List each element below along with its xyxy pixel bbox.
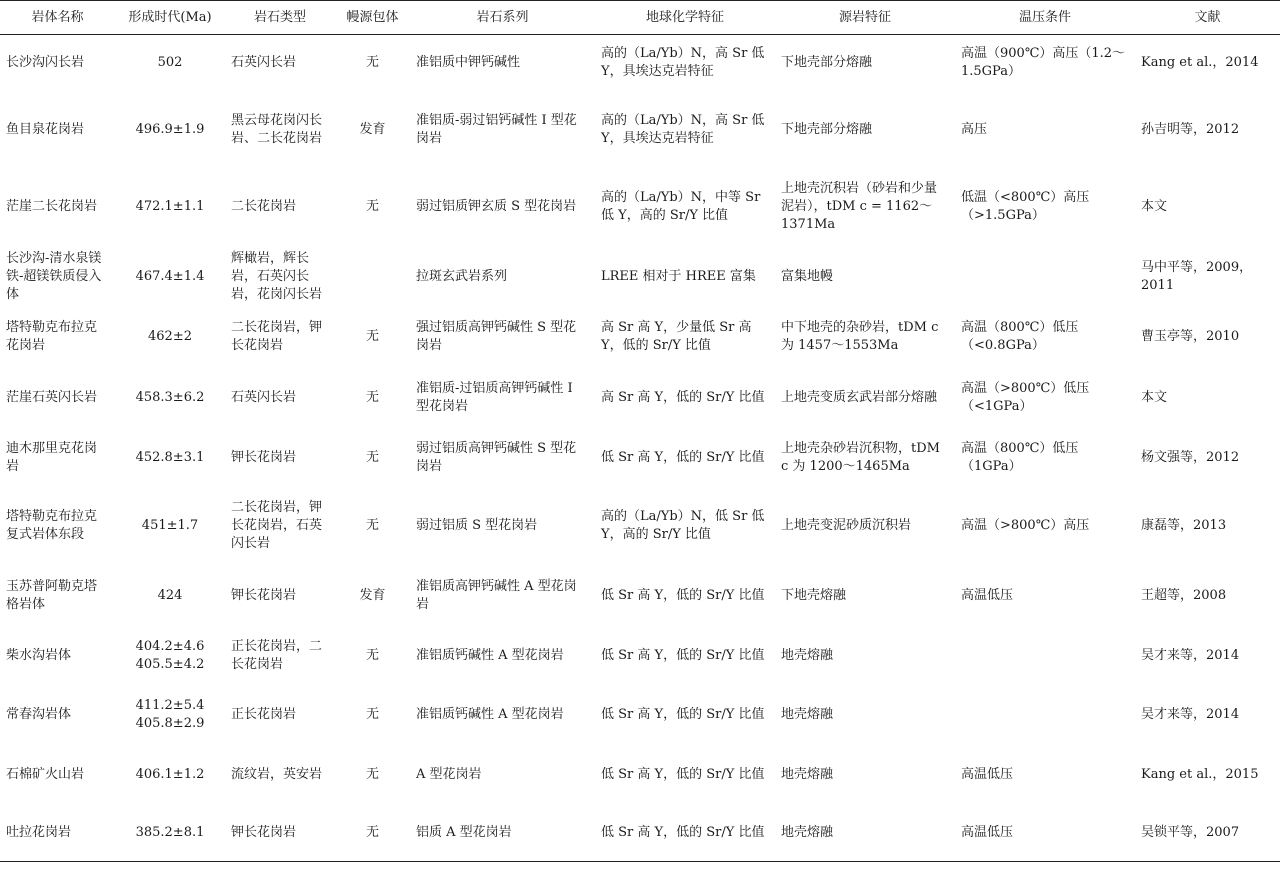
cell-ref: 王超等，2008 (1141, 587, 1227, 603)
cell-rock: 黑云母花岗闪长岩、二长花岗岩 (231, 113, 323, 146)
table-row (0, 246, 1280, 308)
cell-source: 上地壳变质玄武岩部分熔融 (781, 389, 938, 405)
col-header: 形成时代(Ma) (115, 1, 225, 35)
cell-mantle: 无 (365, 55, 379, 71)
cell-rock: 钾长花岗岩 (225, 805, 335, 862)
cell-name: 迪木那里克花岗岩 (6, 441, 98, 474)
cell-source: 上地壳杂砂岩沉积物，tDM c 为 1200～1465Ma (781, 441, 940, 474)
cell-name: 茫崖石英闪长岩 (6, 389, 98, 405)
table-row (0, 565, 1280, 627)
table-row (0, 488, 1280, 565)
cell-rock: 二长花岗岩，钾长花岗岩，石英闪长岩 (231, 500, 323, 551)
cell-age: 502 (157, 55, 183, 71)
cell-tp: 高温低压 (961, 766, 1014, 782)
cell-age: 406.1±1.2 (135, 766, 205, 782)
cell-age: 411.2±5.4 405.8±2.9 (135, 697, 205, 731)
cell-mantle: 无 (365, 647, 379, 663)
cell-ref: 杨文强等，2012 (1141, 450, 1240, 465)
col-header: 文献 (1135, 1, 1280, 35)
table-row (0, 92, 1280, 169)
cell-mantle: 发育 (359, 122, 386, 137)
table-row (0, 685, 1280, 745)
cell-tp (955, 685, 1135, 745)
cell-series: 弱过铝质钾玄质 S 型花岗岩 (416, 199, 577, 214)
cell-series: 弱过铝质高钾钙碱性 S 型花岗岩 (416, 441, 577, 474)
cell-rock: 辉橄岩，辉长岩，石英闪长岩，花岗闪长岩 (231, 250, 323, 302)
cell-mantle (335, 246, 410, 308)
cell-rock: 钾长花岗岩 (231, 587, 297, 603)
cell-name: 塔特勒克布拉克复式岩体东段 (6, 509, 98, 542)
cell-series: 准铝质中钾钙碱性 (416, 55, 521, 71)
cell-rock: 二长花岗岩 (231, 199, 297, 214)
header-row (0, 1, 1280, 35)
cell-source: 下地壳熔融 (781, 587, 847, 603)
cell-ref: 吴才来等，2014 (1141, 647, 1240, 663)
cell-age: 472.1±1.1 (135, 199, 205, 214)
cell-geochem: 高的（La/Yb）N，低 Sr 低 Y，高的 Sr/Y 比值 (601, 509, 765, 542)
cell-series: A 型花岗岩 (416, 766, 482, 782)
col-header: 地球化学特征 (595, 1, 775, 35)
col-header: 幔源包体 (335, 1, 410, 35)
cell-rock: 石英闪长岩 (231, 55, 297, 71)
cell-series: 准铝质-弱过铝钙碱性 I 型花岗岩 (416, 113, 577, 146)
cell-series: 准铝质高钾钙碱性 A 型花岗岩 (416, 578, 577, 612)
col-header: 温压条件 (955, 1, 1135, 35)
cell-series: 准铝质-过铝质高钾钙碱性 I 型花岗岩 (416, 380, 573, 414)
cell-source: 中下地壳的杂砂岩，tDM c 为 1457～1553Ma (781, 320, 939, 353)
col-header: 源岩特征 (775, 1, 955, 35)
cell-rock: 石英闪长岩 (231, 389, 297, 405)
cell-rock: 钾长花岗岩 (231, 450, 297, 465)
cell-name: 石棉矿火山岩 (6, 766, 85, 782)
table-row (0, 169, 1280, 246)
cell-geochem: LREE 相对于 HREE 富集 (601, 268, 756, 284)
cell-source: 下地壳部分熔融 (781, 55, 873, 71)
cell-tp: 高温（800℃）低压（1GPa） (961, 441, 1079, 474)
table-row (0, 805, 1280, 862)
cell-rock: 流纹岩，英安岩 (231, 766, 323, 782)
cell-source: 富集地幔 (781, 268, 834, 284)
cell-ref: 马中平等，2009，2011 (1141, 259, 1253, 293)
cell-ref: 康磊等，2013 (1141, 518, 1227, 533)
cell-geochem: 低 Sr 高 Y，低的 Sr/Y 比值 (601, 587, 765, 603)
col-header: 岩体名称 (0, 1, 115, 35)
table-row (0, 627, 1280, 685)
cell-tp: 高压 (961, 122, 988, 137)
cell-age: 451±1.7 (141, 518, 199, 533)
cell-source: 地壳熔融 (775, 805, 955, 862)
cell-ref: 本文 (1141, 199, 1168, 214)
cell-ref: 吴才来等，2014 (1141, 706, 1240, 722)
cell-source: 地壳熔融 (781, 706, 834, 722)
table-row (0, 429, 1280, 488)
cell-mantle: 无 (365, 329, 379, 344)
cell-age: 452.8±3.1 (135, 450, 205, 465)
cell-tp: 高温低压 (961, 587, 1014, 603)
cell-mantle: 无 (365, 389, 379, 405)
cell-source: 下地壳部分熔融 (781, 122, 873, 137)
cell-tp (955, 246, 1135, 308)
cell-tp: 高温（800℃）低压（<0.8GPa） (961, 320, 1079, 353)
cell-age: 385.2±8.1 (115, 805, 225, 862)
cell-geochem: 高 Sr 高 Y，低的 Sr/Y 比值 (601, 389, 765, 405)
cell-age: 404.2±4.6 405.5±4.2 (135, 638, 205, 672)
cell-geochem: 高的（La/Yb）N，中等 Sr 低 Y，高的 Sr/Y 比值 (601, 190, 761, 223)
table-row (0, 745, 1280, 805)
cell-age: 458.3±6.2 (135, 389, 205, 405)
cell-geochem: 高的（La/Yb）N，高 Sr 低 Y，具埃达克岩特征 (601, 46, 765, 80)
cell-tp: 低温（<800℃）高压（>1.5GPa） (961, 190, 1090, 223)
cell-name: 常春沟岩体 (6, 706, 72, 722)
cell-ref: 本文 (1141, 389, 1168, 405)
cell-ref: Kang et al.，2014 (1141, 55, 1259, 71)
cell-geochem: 高 Sr 高 Y，少量低 Sr 高 Y，低的 Sr/Y 比值 (601, 320, 752, 353)
cell-age: 467.4±1.4 (135, 268, 205, 284)
cell-ref: 孙吉明等，2012 (1141, 122, 1240, 137)
table-row (0, 35, 1280, 92)
cell-series: 拉斑玄武岩系列 (416, 268, 508, 284)
cell-series: 弱过铝质 S 型花岗岩 (416, 518, 538, 533)
cell-geochem: 低 Sr 高 Y，低的 Sr/Y 比值 (595, 805, 775, 862)
cell-mantle: 无 (365, 450, 379, 465)
cell-series: 准铝质钙碱性 A 型花岗岩 (416, 647, 564, 663)
cell-name: 玉苏普阿勒克塔格岩体 (6, 578, 98, 612)
cell-mantle: 无 (335, 805, 410, 862)
cell-rock: 二长花岗岩，钾长花岗岩 (231, 320, 323, 353)
cell-tp: 高温（>800℃）低压（<1GPa） (961, 380, 1090, 414)
cell-source: 上地壳变泥砂质沉积岩 (781, 518, 912, 533)
table-row (0, 367, 1280, 429)
cell-name: 柴水沟岩体 (6, 647, 72, 663)
cell-geochem: 高的（La/Yb）N，高 Sr 低 Y，具埃达克岩特征 (601, 113, 765, 146)
cell-ref: 曹玉亭等，2010 (1141, 329, 1240, 344)
table-row (0, 308, 1280, 367)
cell-tp (955, 627, 1135, 685)
col-header: 岩石类型 (225, 1, 335, 35)
cell-name: 长沙沟闪长岩 (6, 55, 85, 71)
cell-name: 吐拉花岗岩 (0, 805, 115, 862)
cell-tp: 高温低压 (955, 805, 1135, 862)
cell-source: 地壳熔融 (781, 647, 834, 663)
col-header: 岩石系列 (410, 1, 595, 35)
cell-age: 496.9±1.9 (135, 122, 205, 137)
cell-tp: 高温（900℃）高压（1.2～1.5GPa） (961, 46, 1126, 80)
cell-name: 茫崖二长花岗岩 (6, 199, 98, 214)
cell-rock: 正长花岗岩，二长花岗岩 (231, 638, 323, 672)
cell-tp: 高温（>800℃）高压 (961, 518, 1090, 533)
cell-ref: 吴锁平等，2007 (1135, 805, 1280, 862)
cell-mantle: 无 (365, 766, 379, 782)
cell-mantle: 无 (365, 518, 379, 533)
cell-ref: Kang et al.，2015 (1141, 766, 1259, 782)
cell-name: 塔特勒克布拉克花岗岩 (6, 320, 98, 353)
cell-geochem: 低 Sr 高 Y，低的 Sr/Y 比值 (601, 766, 765, 782)
cell-rock: 正长花岗岩 (231, 706, 297, 722)
cell-mantle: 无 (365, 199, 379, 214)
cell-geochem: 低 Sr 高 Y，低的 Sr/Y 比值 (601, 450, 765, 465)
cell-series: 准铝质钙碱性 A 型花岗岩 (416, 706, 564, 722)
cell-geochem: 低 Sr 高 Y，低的 Sr/Y 比值 (601, 647, 765, 663)
cell-source: 地壳熔融 (781, 766, 834, 782)
cell-mantle: 无 (365, 706, 379, 722)
cell-age: 424 (157, 587, 183, 603)
cell-series: 铝质 A 型花岗岩 (410, 805, 595, 862)
cell-source: 上地壳沉积岩（砂岩和少量泥岩），tDM c = 1162～1371Ma (781, 181, 938, 232)
cell-name: 长沙沟-清水泉镁铁-超镁铁质侵入体 (6, 250, 102, 302)
cell-series: 强过铝质高钾钙碱性 S 型花岗岩 (416, 320, 577, 353)
cell-mantle: 发育 (359, 587, 386, 603)
cell-age: 462±2 (148, 329, 192, 344)
cell-geochem: 低 Sr 高 Y，低的 Sr/Y 比值 (601, 706, 765, 722)
cell-name: 鱼目泉花岗岩 (6, 122, 85, 137)
